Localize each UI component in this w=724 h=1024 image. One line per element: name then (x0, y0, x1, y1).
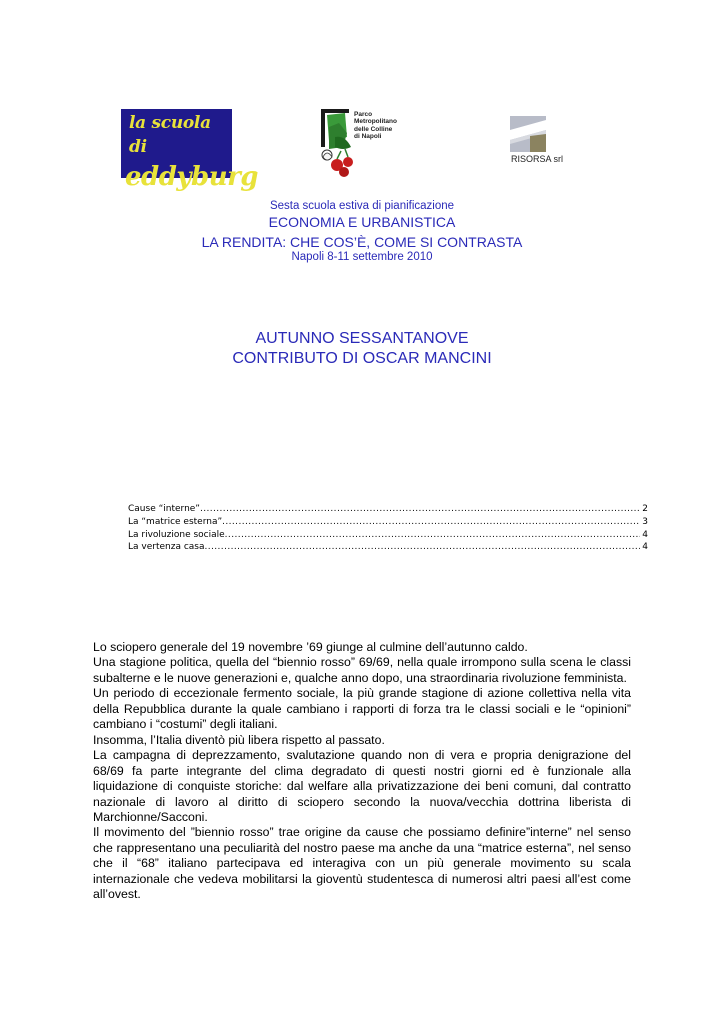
toc-entry-page: 4 (642, 529, 648, 540)
document-title-line1: AUTUNNO SESSANTANOVE (255, 330, 469, 347)
toc-entry-label: La vertenza casa (128, 542, 205, 553)
toc-entry[interactable] (128, 541, 648, 554)
event-date: Napoli 8-11 settembre 2010 (291, 251, 433, 263)
eddyburg-logo-line1: la scuola di (129, 113, 211, 157)
toc-leader-dots (222, 516, 640, 529)
toc-entry[interactable] (128, 516, 648, 529)
parco-logo-line: delle Colline (354, 125, 393, 133)
toc-leader-dots (200, 503, 640, 516)
school-subtitle: Sesta scuola estiva di pianificazione (269, 200, 455, 212)
parco-emblem-icon (317, 107, 357, 179)
toc-leader-dots (205, 541, 641, 554)
risorsa-emblem-icon (508, 116, 548, 152)
toc-entry-label: La “matrice esterna” (128, 516, 223, 527)
toc-entry-label: La rivoluzione sociale (128, 529, 225, 540)
toc-entry-page: 2 (642, 504, 648, 514)
body-paragraph: Un periodo di eccezionale fermento sociale, la più grande stagione di azione collettiva nella vita della Repubblica durante la quale cambiano i rapporti di forza tra le classi sociali e le “opinioni” cambiano i “costumi” degli italiani. (93, 686, 631, 732)
table-of-contents (128, 503, 648, 554)
toc-entry-page: 3 (642, 516, 648, 527)
risorsa-logo (508, 116, 568, 176)
body-paragraph: Lo sciopero generale del 19 novembre ’69 giunge al culmine dell’autunno caldo. (93, 640, 528, 654)
parco-logo (317, 107, 399, 179)
toc-leader-dots (225, 529, 641, 542)
parco-logo-line: Metropolitano (354, 118, 397, 126)
body-paragraph: Insomma, l’Italia diventò più libera rispetto al passato. (93, 732, 385, 747)
parco-logo-line: di Napoli (354, 132, 382, 140)
body-paragraph: La campagna di deprezzamento, svalutazione quando non di vera e propria denigrazione del 68/69 fa parte integrante del clima degradato di questi nostri giorni ed è funzionale alla liquidazione di conquiste storiche: dal welfare alla privatizzazione dei beni comuni, dal contratto nazionale di lavoro al diritto di sciopero secondo la nuova/vecchia dottrina liberista di Marchionne/Sacconi. (93, 748, 631, 824)
eddyburg-logo-line2: eddyburg (125, 162, 258, 192)
course-title-line2: LA RENDITA: CHE COS’È, COME SI CONTRASTA (201, 234, 523, 250)
toc-entry[interactable] (128, 529, 648, 542)
toc-entry[interactable] (128, 503, 648, 516)
body-paragraph: Una stagione politica, quella del “biennio rosso” 69/69, nella quale irrompono sulla scena le classi subalterne e le nuove generazioni e, qualche anno dopo, una straordinaria rivoluzione femminista. (93, 655, 631, 685)
toc-entry-label: Cause “interne” (128, 504, 200, 514)
toc-entry-page: 4 (642, 542, 648, 553)
eddyburg-logo (121, 109, 258, 192)
risorsa-logo-label: RISORSA srl (511, 154, 564, 164)
parco-logo-text (354, 111, 402, 140)
body-text (93, 640, 631, 903)
document-title-line2: CONTRIBUTO DI OSCAR MANCINI (232, 350, 492, 367)
parco-logo-line: Parco (354, 111, 373, 118)
course-title-line1: ECONOMIA E URBANISTICA (268, 214, 456, 230)
body-paragraph: Il movimento del ”biennio rosso” trae origine da cause che possiamo definire”interne” nel senso che rappresentano una peculiarità del nostro paese ma anche da una “matrice esterna”, nel senso che il “68” italiano partecipava ed interagiva con un più generale movimento su scala internazionale che vedeva mobilitarsi la gioventù studentesca di numerosi altri paesi all’est come all’ovest. (93, 825, 631, 902)
